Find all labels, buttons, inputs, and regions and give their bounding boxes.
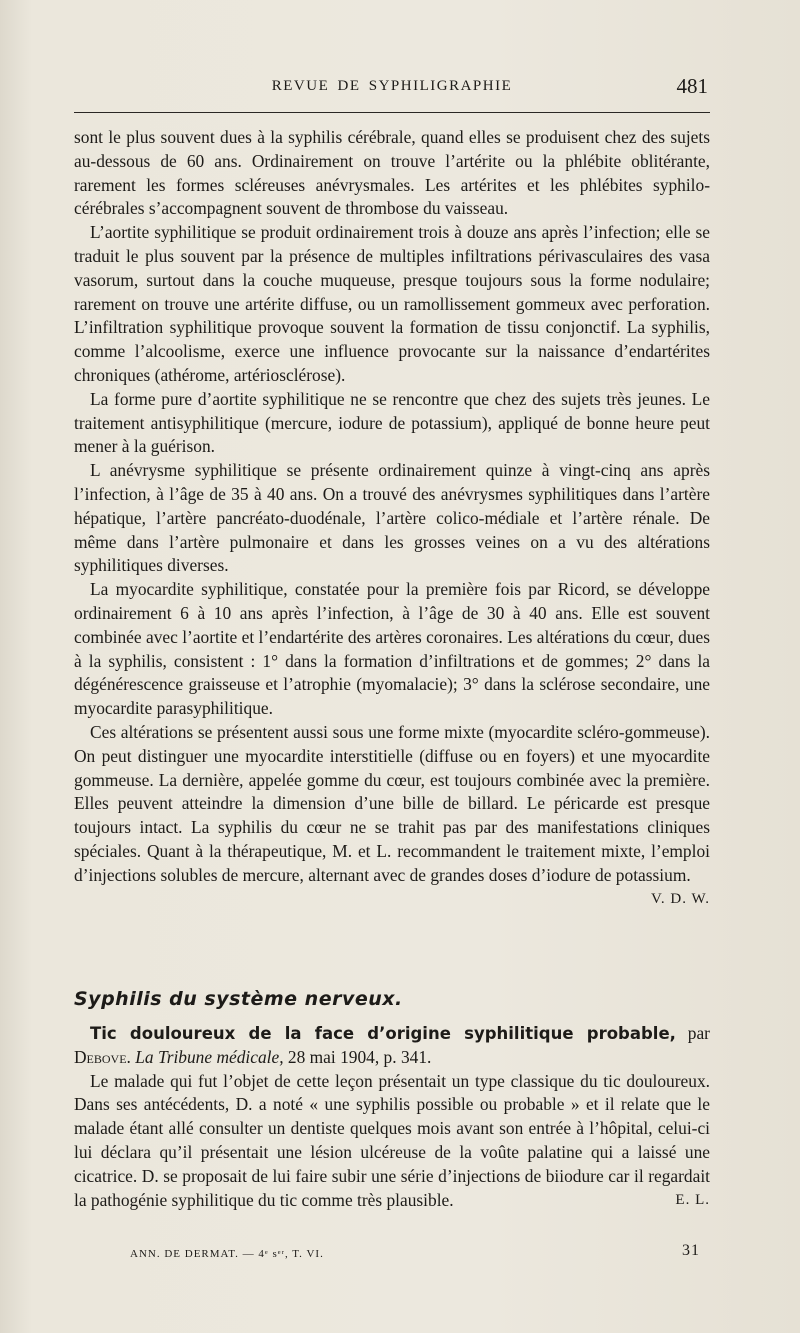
- review-body: [74, 126, 710, 911]
- signature: V. D. W.: [651, 890, 710, 907]
- article-journal: La Tribune médicale,: [135, 1046, 284, 1067]
- article-body-paragraph: [74, 1070, 710, 1213]
- article-heading: [74, 1022, 710, 1070]
- paragraph: sont le plus souvent dues à la syphilis cérébrale, quand elles se produisent chez des sujets au-dessous de 60 ans. Ordinairement on trouve l’artérite ou la phlébite oblitérante, rarement les formes scléreuses anévrysmales. Les artérites et les phlébites syphilo-cérébrales s’accompagnent souvent de thrombose du vaisseau.: [74, 127, 710, 219]
- page-number: 481: [676, 74, 708, 98]
- article-body: Le malade qui fut l’objet de cette leçon présentait un type classique du tic douloureux. Dans ses antécédents, D. a noté « une syphilis possible ou probable » et il relate que le malade étant allé consulter un dentiste quelques mois avant son entrée à l’hôpital, celui-ci lui déclara qu’il présentait une lésion ulcéreuse de la voûte palatine qui a laissé une cicatrice. D. se proposait de lui faire subir une série d’injections de biiodure car il regardait la pathogénie syphilitique du tic comme très plausible.: [74, 1070, 710, 1210]
- header-rule: [74, 112, 710, 113]
- paragraph: La myocardite syphilitique, constatée pour la première fois par Ricord, se développe ordinairement 6 à 10 ans après l’infection, à l’âge de 30 à 40 ans. Elle est souvent combinée avec l’aortite et l’endartérite des artères coronaires. Les altérations du cœur, dues à la syphilis, consistent : 1° dans la formation d’infiltrations et de gommes; 2° dans la dégénérescence graisseuse et l’atrophie (myomalacie); 3° dans la sclérose secondaire, une myocardite parasyphilitique.: [74, 579, 710, 719]
- paragraph: L’aortite syphilitique se produit ordinairement trois à douze ans après l’infection; elle se traduit le plus souvent par la présence de multiples infiltrations périvasculaires des vasa vasorum, surtout dans la couche muqueuse, presque toujours sous la forme nodulaire; rarement on trouve une artérite diffuse, ou un ramollissement gommeux avec perforation. L’infiltration syphilitique provoque souvent la formation de tissu conjonctif. La syphilis, comme l’alcoolisme, exerce une influence provocante sur la naissance d’endartérites chroniques (athérome, artériosclérose).: [74, 222, 710, 385]
- paragraph-text: Ces altérations se présentent aussi sous une forme mixte (myocardite scléro-gommeuse). On peut distinguer une myocardite interstitielle (diffuse ou en foyers) et une myocardite gommeuse. La dernière, appelée gomme du cœur, est toujours combinée avec la première. Elles peuvent atteindre la dimension d’une bille de billard. Le péricarde est presque toujours intact. La syphilis du cœur ne se trahit pas par des manifestations cliniques spéciales. Quant à la thérapeutique, M. et L. recommandent le traitement mixte, l’emploi d’injections solubles de mercure, alternant avec de grandes doses d’iodure de potassium.: [74, 721, 710, 885]
- page-footer: [74, 1242, 710, 1266]
- article: [74, 1022, 710, 1212]
- article-author: Debove.: [74, 1046, 131, 1067]
- article-citation: 28 mai 1904, p. 341.: [287, 1046, 432, 1067]
- running-head: [74, 74, 710, 104]
- footer-journal: ANN. DE DERMAT. — 4ᵉ sᵉʳ, T. VI.: [130, 1248, 324, 1260]
- paragraph: L anévrysme syphilitique se présente ordinairement quinze à vingt-cinq ans après l’infection, à l’âge de 35 à 40 ans. On a trouvé des anévrysmes syphilitiques dans l’artère hépatique, l’artère pancréato-duodénale, l’artère colico-médiale et l’artère rénale. De même dans l’artère pulmonaire et dans les grosses veines on a vu des altérations syphilitiques diverses.: [74, 460, 710, 576]
- paragraph-with-signature: [74, 721, 710, 907]
- paragraph: La forme pure d’aortite syphilitique ne se rencontre que chez des sujets très jeunes. Le traitement antisyphilitique (mercure, iodure de potassium), appliqué de bonne heure peut mener à la guérison.: [74, 388, 710, 457]
- signature-number: 31: [682, 1242, 700, 1259]
- article-signature: E. L.: [675, 1191, 710, 1208]
- section-title: Syphilis du système nerveux.: [74, 988, 403, 1010]
- article-title: Tic douloureux de la face d’origine syphilitique probable,: [90, 1024, 676, 1043]
- running-title: REVUE DE SYPHILIGRAPHIE: [271, 78, 513, 94]
- article-by: par: [687, 1023, 710, 1043]
